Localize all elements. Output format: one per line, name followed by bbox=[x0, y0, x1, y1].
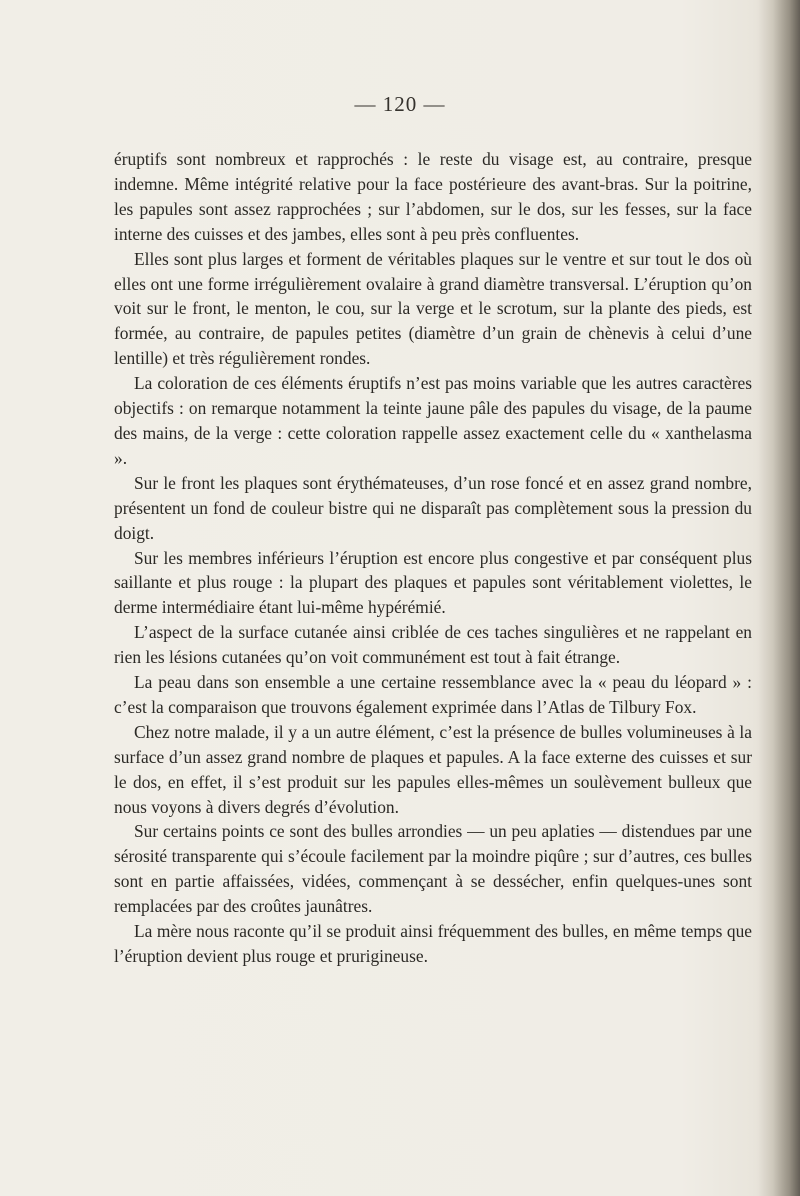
paragraph: La peau dans son ensemble a une certaine ressemblance avec la « peau du léopard » : c’est la comparaison que trouvons également exprimée dans l’Atlas de Tilbury Fox. bbox=[114, 672, 752, 717]
paragraph: Sur les membres inférieurs l’éruption est encore plus congestive et par conséquent plus saillante et plus rouge : la plupart des plaques et papules sont véritablement violettes, le derme intermédiaire étant lui-même hypérémié. bbox=[114, 547, 752, 618]
paragraph: Elles sont plus larges et forment de véritables plaques sur le ventre et sur tout le dos où elles ont une forme irrégulièrement ovalaire à grand diamètre transversal. L’éruption qu’on voit sur le front, le menton, le cou, sur la verge et le scrotum, sur la plante des pieds, est formée, au contraire, de papules petites (diamètre d’un grain de chènevis à celui d’une lentille) et très régulièrement rondes. bbox=[114, 248, 752, 369]
paragraph: Sur certains points ce sont des bulles arrondies — un peu aplaties — distendues par une sérosité transparente qui s’écoule facilement par la moindre piqûre ; sur d’autres, ces bulles sont en partie affaissées, vidées, commençant à se dessécher, enfin quelques-unes sont remplacées par des croûtes jaunâtres. bbox=[114, 821, 752, 917]
body-text bbox=[114, 147, 752, 969]
paragraph: Sur le front les plaques sont érythémateuses, d’un rose foncé et en assez grand nombre, présentent un fond de couleur bistre qui ne disparaît pas complètement sous la pression du doigt. bbox=[114, 472, 752, 543]
paragraph: Chez notre malade, il y a un autre élément, c’est la présence de bulles volumineuses à la surface d’un assez grand nombre de plaques et papules. A la face externe des cuisses et sur le dos, en effet, il s’est produit sur les papules elles-mêmes un soulèvement bulleux que nous voyons à divers degrés d’évolution. bbox=[114, 721, 752, 817]
page-number: — 120 — bbox=[354, 92, 446, 116]
paragraph: La mère nous raconte qu’il se produit ainsi fréquemment des bulles, en même temps que l’éruption devient plus rouge et prurigineuse. bbox=[114, 921, 752, 966]
paragraph: éruptifs sont nombreux et rapprochés : le reste du visage est, au contraire, presque indemne. Même intégrité relative pour la face postérieure des avant-bras. Sur la poitrine, les papules sont assez rapprochées ; sur l’abdomen, sur le dos, sur les fesses, sur la face interne des cuisses et des jambes, elles sont à peu près confluentes. bbox=[114, 149, 752, 244]
page-edge-shadow bbox=[758, 0, 800, 1196]
paragraph: La coloration de ces éléments éruptifs n’est pas moins variable que les autres caractères objectifs : on remarque notamment la teinte jaune pâle des papules du visage, de la paume des mains, de la verge : cette coloration rappelle assez exactement celle du « xanthelasma ». bbox=[114, 373, 752, 468]
paragraph: L’aspect de la surface cutanée ainsi criblée de ces taches singulières et ne rappelant en rien les lésions cutanées qu’on voit communément est tout à fait étrange. bbox=[114, 622, 752, 668]
